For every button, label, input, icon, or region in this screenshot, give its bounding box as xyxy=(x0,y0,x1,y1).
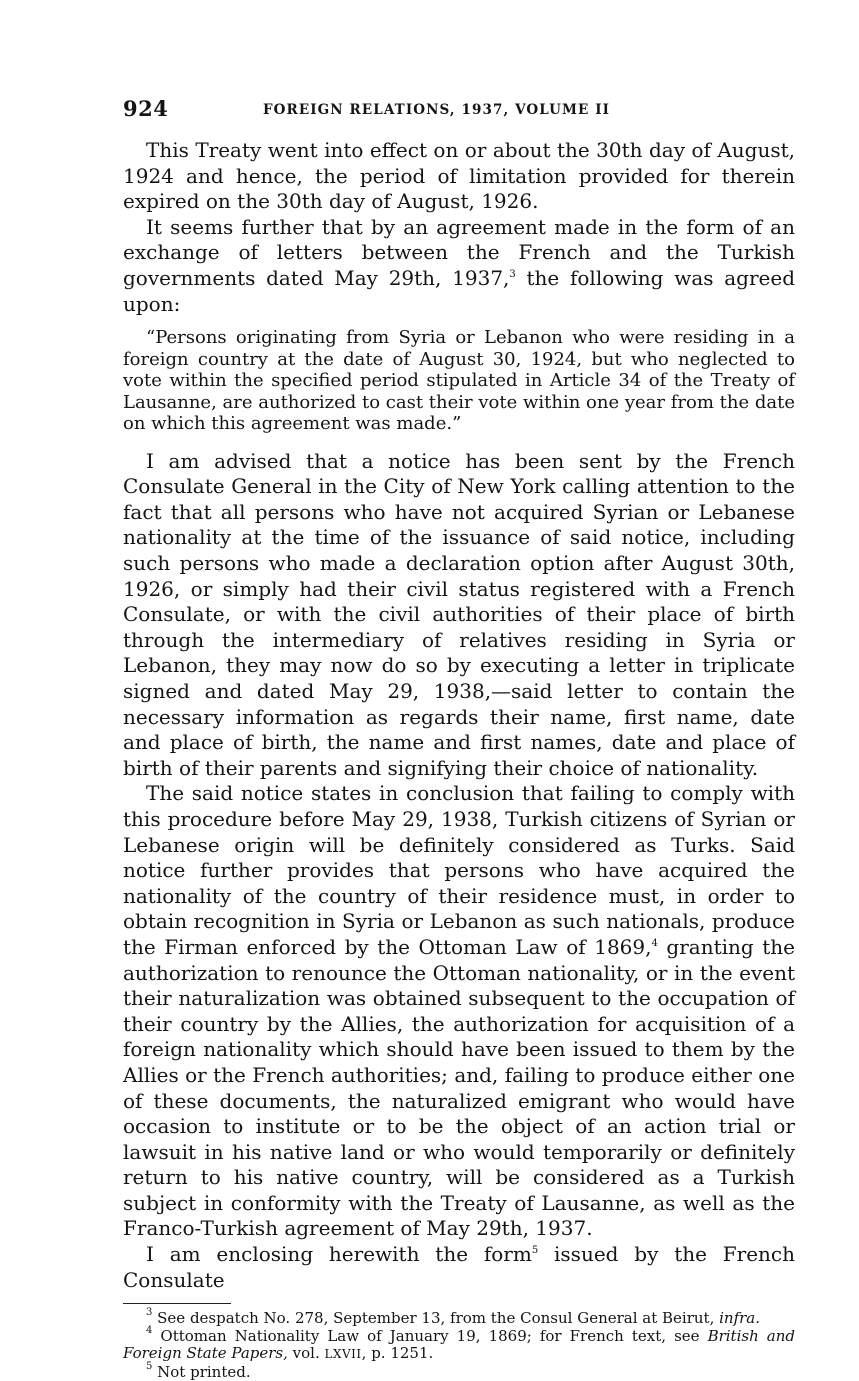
footnote-4-italic: British and Foreign State Papers, xyxy=(123,1326,795,1363)
footnote-4 xyxy=(123,1324,795,1364)
paragraph-4-text: The said notice states in conclusion that failing to comply with this procedure before May 29, 1938, Turkish citizens of Syrian or Lebanese origin will be definitely considered as Turks. Said notice further provides that persons who have acquired the nationality of the country of their residence must, in order to obtain recognition in Syria or Lebanon as such nationals, produce the Firman enforced by the Ottoman Law of 1869, xyxy=(123,781,795,959)
footnote-ref-5: 5 xyxy=(531,1245,539,1257)
footnote-4-text: Ottoman Nationality Law of January 19, 1869; for French text, see xyxy=(152,1326,708,1345)
paragraph-3: I am advised that a notice has been sent by the French Consulate General in the City of New York calling attention to the fact that all persons who have not acquired Syrian or Lebanese nationality at the time of the issuance of said notice, including such persons who made a declaration option after August 30th, 1926, or simply had their civil status registered with a French Consulate, or with the civil authorities of their place of birth through the intermediary of relatives residing in Syria or Lebanon, they may now do so by executing a letter in triplicate signed and dated May 29, 1938,—said letter to contain the necessary information as regards their name, first name, date and place of birth, the name and first names, date and place of birth of their parents and signifying their choice of nationality. xyxy=(123,448,795,780)
footnote-5-text: Not printed. xyxy=(152,1362,251,1381)
paragraph-2-text: It seems further that by an agreement made in the form of an exchange of letters between the French and the Turkish governments dated May 29th, 1937, xyxy=(123,214,795,290)
paragraph-4-text-end: granting the authorization to renounce the Ottoman nationality, or in the event their naturalization was obtained subsequent to the occupation of their country by the Allies, the authorization for acquisition of a foreign nationality which should have been issued to them by the Allies or the French authorities; and, failing to produce either one of these documents, the naturalized emigrant who would have occasion to institute or to be the object of an action trial or lawsuit in his native land or who would temporarily or definitely return to his native country, will be considered as a Turkish subject in conformity with the Treaty of Lausanne, as well as the Franco-Turkish agreement of May 29th, 1937. xyxy=(123,934,795,1241)
footnote-4-vol-number: LXVII xyxy=(324,1347,362,1362)
body-text xyxy=(123,138,795,1293)
footnote-4-vol: vol. xyxy=(287,1344,325,1363)
running-title: FOREIGN RELATIONS, 1937, VOLUME II xyxy=(263,102,611,118)
paragraph-2-text-end: the following was agreed upon: xyxy=(123,265,795,316)
paragraph-5 xyxy=(123,1242,795,1293)
footnote-5-mark: 5 xyxy=(146,1360,153,1372)
footnote-3-mark: 3 xyxy=(146,1307,153,1319)
page-number: 924 xyxy=(123,96,169,121)
footnote-4-page: , p. 1251. xyxy=(361,1344,434,1363)
footnote-ref-4: 4 xyxy=(651,937,658,949)
block-quote: “Persons originating from Syria or Lebanon who were residing in a foreign country at the date of August 30, 1924, but who neglected to vote within the specified period stipulated in Article 34 of the Treaty of Lausanne, are authorized to cast their vote within one year from the date on which this agreement was made.” xyxy=(123,327,795,435)
paragraph-1: This Treaty went into effect on or about the 30th day of August, 1924 and hence, the period of limitation provided for therein expired on the 30th day of August, 1926. xyxy=(123,138,795,214)
footnotes xyxy=(123,1307,795,1381)
paragraph-4 xyxy=(123,781,795,1242)
footnote-3 xyxy=(123,1307,795,1328)
footnote-divider xyxy=(123,1303,231,1304)
paragraph-2 xyxy=(123,215,795,317)
paragraph-5-text: I am enclosing herewith the form xyxy=(146,1242,532,1267)
paragraph-5-text-end: issued by the French Consulate xyxy=(123,1242,795,1292)
running-header xyxy=(123,96,795,130)
footnote-3-italic: infra. xyxy=(719,1309,761,1328)
footnote-4-mark: 4 xyxy=(146,1324,153,1336)
footnote-ref-3: 3 xyxy=(509,268,516,280)
footnote-3-text: See despatch No. 278, September 13, from the Consul General at Beirut, xyxy=(152,1309,720,1328)
document-page xyxy=(123,96,795,1381)
footnote-5 xyxy=(123,1360,795,1381)
